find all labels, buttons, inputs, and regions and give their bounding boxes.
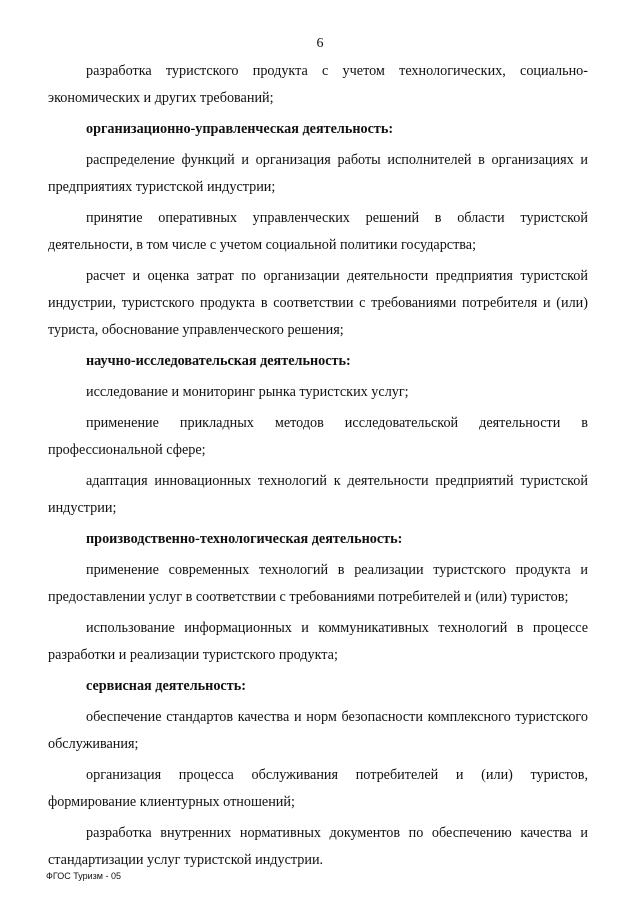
paragraph: расчет и оценка затрат по организации деятельности предприятия туристской индустрии, туристского продукта в соответствии с требованиями потребителя и (или) туриста, обоснование управленческого решения; <box>48 268 588 338</box>
paragraph: принятие оперативных управленческих решений в области туристской деятельности, в том числе с учетом социальной политики государства; <box>48 210 588 253</box>
paragraph: организация процесса обслуживания потребителей и (или) туристов, формирование клиентурных отношений; <box>48 767 588 810</box>
paragraph: применение современных технологий в реализации туристского продукта и предоставлении услуг в соответствии с требованиями потребителей и (или) туристов; <box>48 562 588 605</box>
section-heading: организационно-управленческая деятельность: <box>86 121 394 137</box>
paragraph: исследование и мониторинг рынка туристских услуг; <box>86 384 409 400</box>
section-heading: производственно-технологическая деятельность: <box>86 531 403 547</box>
paragraph: обеспечение стандартов качества и норм безопасности комплексного туристского обслуживания; <box>48 709 588 752</box>
section-heading: научно-исследовательская деятельность: <box>86 353 351 369</box>
paragraph: адаптация инновационных технологий к деятельности предприятий туристской индустрии; <box>48 473 588 516</box>
document-body <box>48 58 588 878</box>
paragraph: разработка внутренних нормативных документов по обеспечению качества и стандартизации услуг туристской индустрии. <box>48 825 588 868</box>
document-footer: ФГОС Туризм - 05 <box>46 871 121 881</box>
paragraph: применение прикладных методов исследовательской деятельности в профессиональной сфере; <box>48 415 588 458</box>
paragraph: использование информационных и коммуникативных технологий в процессе разработки и реализации туристского продукта; <box>48 620 588 663</box>
paragraph: разработка туристского продукта с учетом технологических, социально-экономических и других требований; <box>48 63 588 106</box>
page-number: 6 <box>316 36 324 51</box>
section-heading: сервисная деятельность: <box>86 678 246 694</box>
paragraph: распределение функций и организация работы исполнителей в организациях и предприятиях туристской индустрии; <box>48 152 588 195</box>
